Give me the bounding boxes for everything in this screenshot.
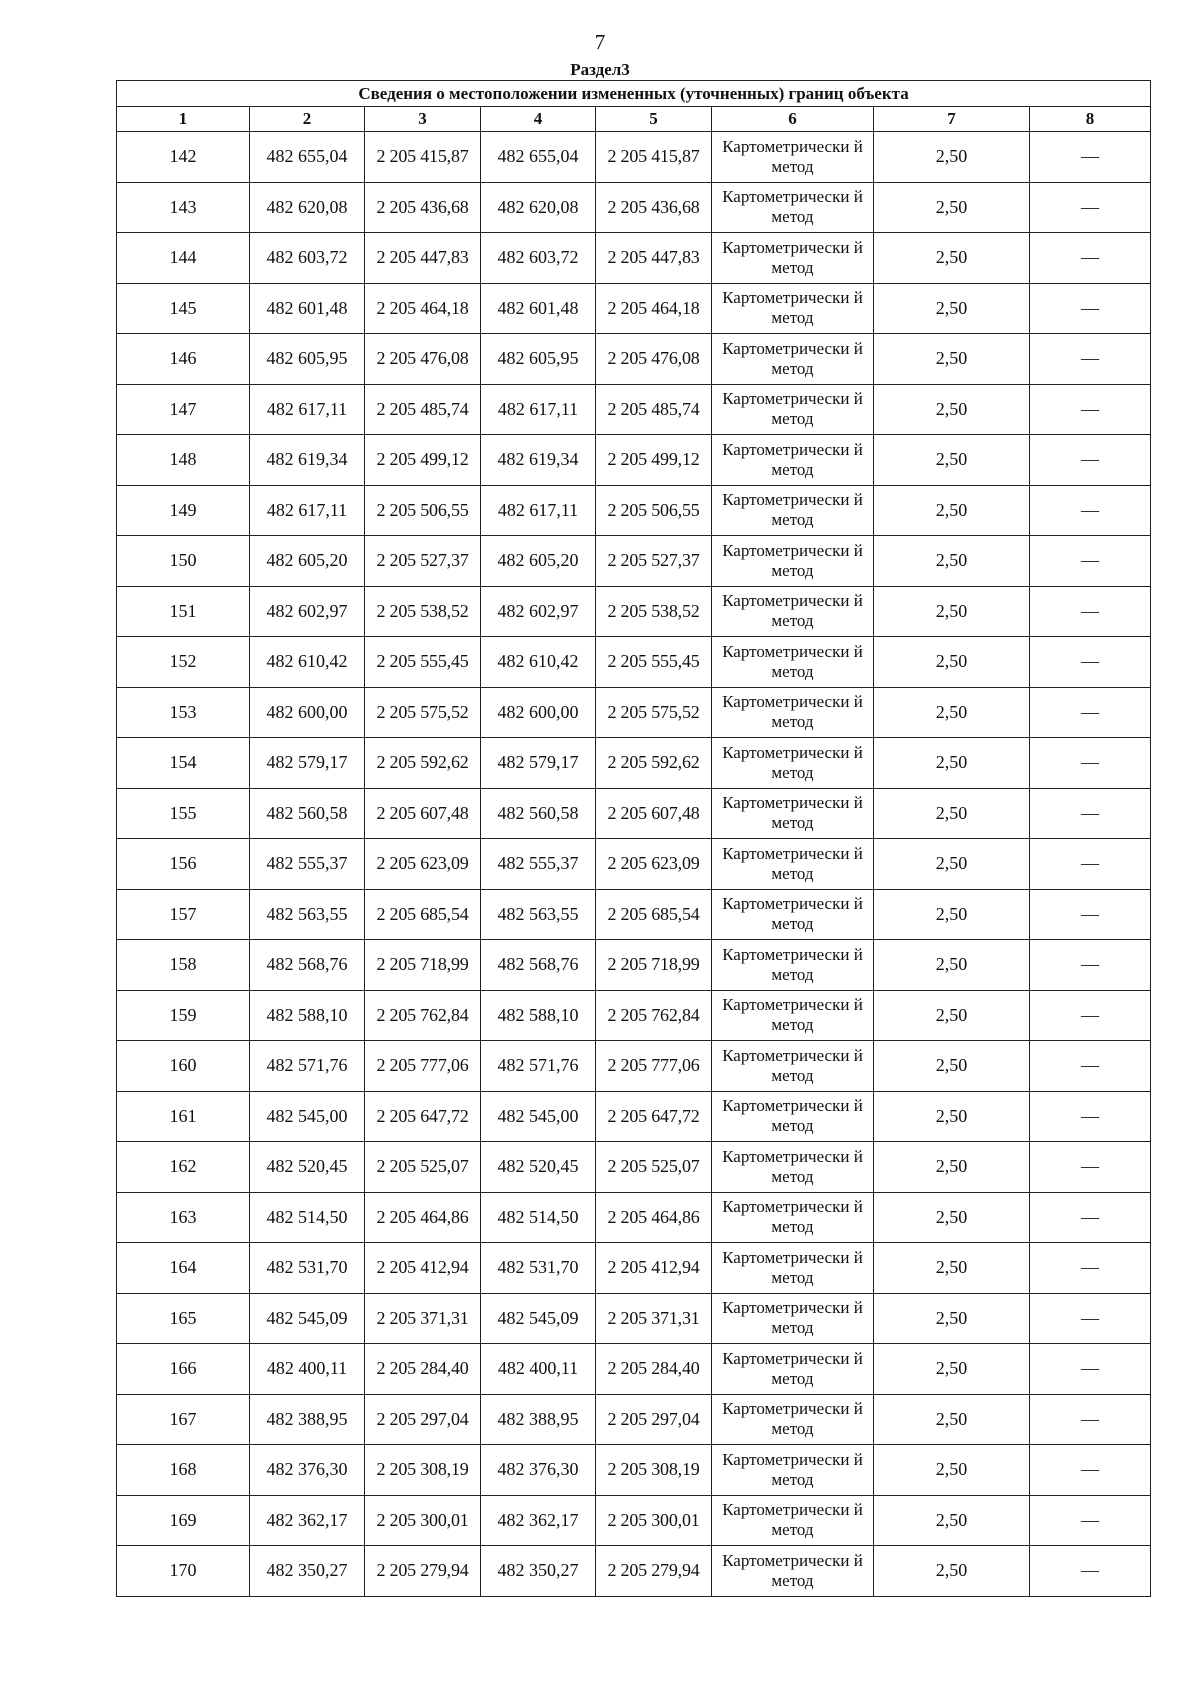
table-cell-col-7: 2,50 [874, 536, 1030, 587]
table-cell-col-4: 482 617,11 [481, 384, 596, 435]
table-cell-col-7: 2,50 [874, 182, 1030, 233]
table-cell-col-2: 482 545,09 [250, 1293, 365, 1344]
table-row [117, 233, 1151, 284]
table-row [117, 1041, 1151, 1092]
table-cell-col-8: — [1030, 1495, 1151, 1546]
table-cell-col-2: 482 400,11 [250, 1344, 365, 1395]
table-row [117, 738, 1151, 789]
table-cell-col-8: — [1030, 889, 1151, 940]
table-cell-col-7: 2,50 [874, 687, 1030, 738]
table-cell-col-2: 482 603,72 [250, 233, 365, 284]
table-cell-col-3: 2 205 308,19 [365, 1445, 481, 1496]
table-cell-col-2: 482 520,45 [250, 1142, 365, 1193]
table-row [117, 1293, 1151, 1344]
table-cell-col-8: — [1030, 1192, 1151, 1243]
table-cell-col-2: 482 388,95 [250, 1394, 365, 1445]
table-cell-col-8: — [1030, 839, 1151, 890]
table-cell-col-3: 2 205 718,99 [365, 940, 481, 991]
table-cell-col-3: 2 205 607,48 [365, 788, 481, 839]
table-cell-col-2: 482 579,17 [250, 738, 365, 789]
table-cell-col-5: 2 205 647,72 [596, 1091, 712, 1142]
table-cell-col-4: 482 601,48 [481, 283, 596, 334]
table-cell-col-5: 2 205 464,18 [596, 283, 712, 334]
table-cell-col-5: 2 205 412,94 [596, 1243, 712, 1294]
table-cell-col-6: Картометрически й метод [712, 637, 874, 688]
table-row [117, 586, 1151, 637]
table-row [117, 132, 1151, 183]
table-cell-col-4: 482 520,45 [481, 1142, 596, 1193]
table-cell-col-8: — [1030, 182, 1151, 233]
table-cell-col-1: 164 [117, 1243, 250, 1294]
column-number-8: 8 [1030, 107, 1151, 132]
table-cell-col-5: 2 205 506,55 [596, 485, 712, 536]
column-number-row [117, 107, 1151, 132]
table-row [117, 182, 1151, 233]
table-cell-col-7: 2,50 [874, 1192, 1030, 1243]
table-cell-col-4: 482 619,34 [481, 435, 596, 486]
table-cell-col-4: 482 362,17 [481, 1495, 596, 1546]
table-cell-col-5: 2 205 575,52 [596, 687, 712, 738]
table-cell-col-2: 482 531,70 [250, 1243, 365, 1294]
table-cell-col-1: 163 [117, 1192, 250, 1243]
table-cell-col-2: 482 610,42 [250, 637, 365, 688]
table-cell-col-5: 2 205 476,08 [596, 334, 712, 385]
table-cell-col-8: — [1030, 536, 1151, 587]
table-cell-col-6: Картометрически й метод [712, 586, 874, 637]
table-cell-col-2: 482 555,37 [250, 839, 365, 890]
table-cell-col-8: — [1030, 1546, 1151, 1597]
table-cell-col-8: — [1030, 1243, 1151, 1294]
table-cell-col-5: 2 205 415,87 [596, 132, 712, 183]
table-cell-col-6: Картометрически й метод [712, 536, 874, 587]
table-cell-col-3: 2 205 525,07 [365, 1142, 481, 1193]
table-cell-col-1: 158 [117, 940, 250, 991]
table-row [117, 1192, 1151, 1243]
table-cell-col-7: 2,50 [874, 940, 1030, 991]
table-cell-col-2: 482 605,95 [250, 334, 365, 385]
table-cell-col-7: 2,50 [874, 485, 1030, 536]
table-cell-col-7: 2,50 [874, 889, 1030, 940]
table-cell-col-7: 2,50 [874, 586, 1030, 637]
table-cell-col-6: Картометрически й метод [712, 1445, 874, 1496]
table-cell-col-1: 147 [117, 384, 250, 435]
table-cell-col-4: 482 600,00 [481, 687, 596, 738]
table-cell-col-5: 2 205 555,45 [596, 637, 712, 688]
table-cell-col-6: Картометрически й метод [712, 889, 874, 940]
table-row [117, 1091, 1151, 1142]
table-row [117, 1344, 1151, 1395]
table-cell-col-7: 2,50 [874, 334, 1030, 385]
table-cell-col-8: — [1030, 283, 1151, 334]
table-cell-col-4: 482 617,11 [481, 485, 596, 536]
table-cell-col-5: 2 205 762,84 [596, 990, 712, 1041]
table-cell-col-4: 482 610,42 [481, 637, 596, 688]
table-row [117, 485, 1151, 536]
table-cell-col-8: — [1030, 788, 1151, 839]
table-cell-col-1: 170 [117, 1546, 250, 1597]
table-cell-col-2: 482 655,04 [250, 132, 365, 183]
table-cell-col-3: 2 205 506,55 [365, 485, 481, 536]
table-cell-col-5: 2 205 436,68 [596, 182, 712, 233]
table-cell-col-6: Картометрически й метод [712, 687, 874, 738]
table-cell-col-8: — [1030, 1142, 1151, 1193]
table-cell-col-8: — [1030, 586, 1151, 637]
table-cell-col-6: Картометрически й метод [712, 738, 874, 789]
table-cell-col-3: 2 205 284,40 [365, 1344, 481, 1395]
table-cell-col-4: 482 605,20 [481, 536, 596, 587]
table-cell-col-1: 159 [117, 990, 250, 1041]
table-caption: Сведения о местоположении измененных (уточненных) границ объекта [117, 81, 1151, 107]
table-cell-col-8: — [1030, 1293, 1151, 1344]
table-row [117, 687, 1151, 738]
column-number-7: 7 [874, 107, 1030, 132]
table-cell-col-5: 2 205 592,62 [596, 738, 712, 789]
table-cell-col-4: 482 350,27 [481, 1546, 596, 1597]
table-cell-col-4: 482 531,70 [481, 1243, 596, 1294]
table-cell-col-6: Картометрически й метод [712, 435, 874, 486]
table-cell-col-5: 2 205 371,31 [596, 1293, 712, 1344]
table-row [117, 940, 1151, 991]
table-cell-col-6: Картометрически й метод [712, 839, 874, 890]
table-cell-col-4: 482 571,76 [481, 1041, 596, 1092]
table-cell-col-1: 153 [117, 687, 250, 738]
table-cell-col-4: 482 588,10 [481, 990, 596, 1041]
table-cell-col-5: 2 205 485,74 [596, 384, 712, 435]
table-cell-col-1: 167 [117, 1394, 250, 1445]
table-cell-col-4: 482 545,09 [481, 1293, 596, 1344]
table-cell-col-7: 2,50 [874, 1293, 1030, 1344]
table-cell-col-6: Картометрически й метод [712, 182, 874, 233]
table-cell-col-5: 2 205 447,83 [596, 233, 712, 284]
table-cell-col-5: 2 205 525,07 [596, 1142, 712, 1193]
table-cell-col-8: — [1030, 1445, 1151, 1496]
table-cell-col-6: Картометрически й метод [712, 233, 874, 284]
table-cell-col-2: 482 588,10 [250, 990, 365, 1041]
table-cell-col-6: Картометрически й метод [712, 940, 874, 991]
table-cell-col-3: 2 205 464,18 [365, 283, 481, 334]
table-cell-col-6: Картометрически й метод [712, 1344, 874, 1395]
table-cell-col-5: 2 205 623,09 [596, 839, 712, 890]
table-cell-col-7: 2,50 [874, 1243, 1030, 1294]
table-cell-col-5: 2 205 499,12 [596, 435, 712, 486]
table-cell-col-1: 160 [117, 1041, 250, 1092]
table-cell-col-2: 482 376,30 [250, 1445, 365, 1496]
table-cell-col-6: Картометрически й метод [712, 1142, 874, 1193]
table-cell-col-3: 2 205 592,62 [365, 738, 481, 789]
table-cell-col-6: Картометрически й метод [712, 283, 874, 334]
table-cell-col-7: 2,50 [874, 1445, 1030, 1496]
table-cell-col-4: 482 545,00 [481, 1091, 596, 1142]
table-cell-col-3: 2 205 485,74 [365, 384, 481, 435]
table-cell-col-4: 482 568,76 [481, 940, 596, 991]
table-cell-col-8: — [1030, 687, 1151, 738]
table-cell-col-1: 154 [117, 738, 250, 789]
table-caption-row [117, 81, 1151, 107]
table-cell-col-2: 482 350,27 [250, 1546, 365, 1597]
table-cell-col-2: 482 620,08 [250, 182, 365, 233]
table-cell-col-5: 2 205 685,54 [596, 889, 712, 940]
table-cell-col-6: Картометрически й метод [712, 1394, 874, 1445]
table-cell-col-3: 2 205 279,94 [365, 1546, 481, 1597]
table-cell-col-7: 2,50 [874, 1344, 1030, 1395]
table-cell-col-7: 2,50 [874, 233, 1030, 284]
table-cell-col-3: 2 205 538,52 [365, 586, 481, 637]
table-body [117, 132, 1151, 1597]
table-cell-col-8: — [1030, 1344, 1151, 1395]
table-cell-col-2: 482 545,00 [250, 1091, 365, 1142]
table-cell-col-4: 482 514,50 [481, 1192, 596, 1243]
table-row [117, 788, 1151, 839]
column-number-6: 6 [712, 107, 874, 132]
table-cell-col-1: 168 [117, 1445, 250, 1496]
table-row [117, 283, 1151, 334]
table-cell-col-1: 165 [117, 1293, 250, 1344]
table-cell-col-1: 143 [117, 182, 250, 233]
table-cell-col-7: 2,50 [874, 1041, 1030, 1092]
table-cell-col-3: 2 205 300,01 [365, 1495, 481, 1546]
table-cell-col-3: 2 205 447,83 [365, 233, 481, 284]
table-cell-col-4: 482 560,58 [481, 788, 596, 839]
column-number-5: 5 [596, 107, 712, 132]
table-cell-col-7: 2,50 [874, 1495, 1030, 1546]
table-cell-col-2: 482 560,58 [250, 788, 365, 839]
table-cell-col-4: 482 605,95 [481, 334, 596, 385]
table-cell-col-8: — [1030, 485, 1151, 536]
table-cell-col-5: 2 205 297,04 [596, 1394, 712, 1445]
table-cell-col-1: 145 [117, 283, 250, 334]
table-cell-col-5: 2 205 538,52 [596, 586, 712, 637]
table-cell-col-1: 151 [117, 586, 250, 637]
column-number-4: 4 [481, 107, 596, 132]
table-cell-col-6: Картометрически й метод [712, 1091, 874, 1142]
column-number-1: 1 [117, 107, 250, 132]
table-cell-col-6: Картометрически й метод [712, 1192, 874, 1243]
table-cell-col-2: 482 605,20 [250, 536, 365, 587]
table-cell-col-6: Картометрически й метод [712, 788, 874, 839]
table-cell-col-6: Картометрически й метод [712, 485, 874, 536]
table-cell-col-8: — [1030, 1394, 1151, 1445]
table-cell-col-6: Картометрически й метод [712, 334, 874, 385]
table-cell-col-3: 2 205 499,12 [365, 435, 481, 486]
table-cell-col-3: 2 205 762,84 [365, 990, 481, 1041]
table-row [117, 990, 1151, 1041]
table-cell-col-3: 2 205 415,87 [365, 132, 481, 183]
table-cell-col-6: Картометрически й метод [712, 1243, 874, 1294]
table-cell-col-2: 482 602,97 [250, 586, 365, 637]
table-cell-col-4: 482 655,04 [481, 132, 596, 183]
table-cell-col-4: 482 602,97 [481, 586, 596, 637]
table-cell-col-8: — [1030, 990, 1151, 1041]
table-cell-col-6: Картометрически й метод [712, 1293, 874, 1344]
table-cell-col-1: 157 [117, 889, 250, 940]
table-cell-col-8: — [1030, 334, 1151, 385]
table-cell-col-2: 482 514,50 [250, 1192, 365, 1243]
table-cell-col-5: 2 205 279,94 [596, 1546, 712, 1597]
table-cell-col-8: — [1030, 738, 1151, 789]
table-cell-col-7: 2,50 [874, 384, 1030, 435]
table-cell-col-8: — [1030, 940, 1151, 991]
table-cell-col-1: 162 [117, 1142, 250, 1193]
table-cell-col-3: 2 205 371,31 [365, 1293, 481, 1344]
table-cell-col-5: 2 205 464,86 [596, 1192, 712, 1243]
table-cell-col-2: 482 568,76 [250, 940, 365, 991]
table-row [117, 1495, 1151, 1546]
table-cell-col-7: 2,50 [874, 738, 1030, 789]
table-cell-col-4: 482 603,72 [481, 233, 596, 284]
table-cell-col-1: 161 [117, 1091, 250, 1142]
table-cell-col-3: 2 205 464,86 [365, 1192, 481, 1243]
table-cell-col-4: 482 620,08 [481, 182, 596, 233]
table-row [117, 839, 1151, 890]
table-cell-col-3: 2 205 476,08 [365, 334, 481, 385]
table-row [117, 889, 1151, 940]
table-cell-col-3: 2 205 647,72 [365, 1091, 481, 1142]
table-cell-col-3: 2 205 527,37 [365, 536, 481, 587]
table-cell-col-7: 2,50 [874, 990, 1030, 1041]
table-row [117, 435, 1151, 486]
table-cell-col-7: 2,50 [874, 1091, 1030, 1142]
table-cell-col-2: 482 563,55 [250, 889, 365, 940]
table-cell-col-7: 2,50 [874, 435, 1030, 486]
table-cell-col-1: 169 [117, 1495, 250, 1546]
table-cell-col-8: — [1030, 1041, 1151, 1092]
table-cell-col-2: 482 617,11 [250, 485, 365, 536]
table-cell-col-2: 482 619,34 [250, 435, 365, 486]
table-cell-col-4: 482 579,17 [481, 738, 596, 789]
table-row [117, 637, 1151, 688]
table-cell-col-4: 482 400,11 [481, 1344, 596, 1395]
section-title: Раздел3 [570, 60, 630, 79]
table-cell-col-6: Картометрически й метод [712, 1495, 874, 1546]
table-cell-col-5: 2 205 607,48 [596, 788, 712, 839]
table-cell-col-5: 2 205 777,06 [596, 1041, 712, 1092]
table-cell-col-8: — [1030, 233, 1151, 284]
table-cell-col-7: 2,50 [874, 788, 1030, 839]
table-row [117, 1546, 1151, 1597]
column-number-3: 3 [365, 107, 481, 132]
table-cell-col-1: 155 [117, 788, 250, 839]
table-cell-col-8: — [1030, 132, 1151, 183]
table-cell-col-1: 150 [117, 536, 250, 587]
table-cell-col-5: 2 205 718,99 [596, 940, 712, 991]
table-cell-col-8: — [1030, 1091, 1151, 1142]
table-cell-col-7: 2,50 [874, 132, 1030, 183]
table-cell-col-1: 166 [117, 1344, 250, 1395]
table-cell-col-4: 482 376,30 [481, 1445, 596, 1496]
table-cell-col-7: 2,50 [874, 839, 1030, 890]
table-cell-col-6: Картометрически й метод [712, 1041, 874, 1092]
table-cell-col-7: 2,50 [874, 283, 1030, 334]
table-cell-col-6: Картометрически й метод [712, 1546, 874, 1597]
column-number-2: 2 [250, 107, 365, 132]
table-cell-col-3: 2 205 685,54 [365, 889, 481, 940]
table-cell-col-8: — [1030, 435, 1151, 486]
table-cell-col-7: 2,50 [874, 1142, 1030, 1193]
table-cell-col-1: 152 [117, 637, 250, 688]
table-cell-col-3: 2 205 412,94 [365, 1243, 481, 1294]
table-cell-col-3: 2 205 777,06 [365, 1041, 481, 1092]
table-cell-col-3: 2 205 436,68 [365, 182, 481, 233]
table-row [117, 1394, 1151, 1445]
table-cell-col-5: 2 205 527,37 [596, 536, 712, 587]
table-cell-col-3: 2 205 297,04 [365, 1394, 481, 1445]
table-cell-col-5: 2 205 284,40 [596, 1344, 712, 1395]
table-cell-col-1: 142 [117, 132, 250, 183]
table-cell-col-1: 156 [117, 839, 250, 890]
boundary-coordinates-table [116, 80, 1151, 1597]
table-cell-col-7: 2,50 [874, 1394, 1030, 1445]
table-cell-col-1: 149 [117, 485, 250, 536]
table-cell-col-1: 144 [117, 233, 250, 284]
page-number: 7 [594, 30, 606, 54]
table-row [117, 1243, 1151, 1294]
table-cell-col-2: 482 600,00 [250, 687, 365, 738]
table-cell-col-2: 482 601,48 [250, 283, 365, 334]
table-row [117, 536, 1151, 587]
table-cell-col-2: 482 617,11 [250, 384, 365, 435]
table-cell-col-4: 482 555,37 [481, 839, 596, 890]
table-row [117, 384, 1151, 435]
table-cell-col-5: 2 205 308,19 [596, 1445, 712, 1496]
table-cell-col-2: 482 362,17 [250, 1495, 365, 1546]
table-cell-col-3: 2 205 575,52 [365, 687, 481, 738]
table-cell-col-4: 482 388,95 [481, 1394, 596, 1445]
table-cell-col-3: 2 205 555,45 [365, 637, 481, 688]
table-cell-col-6: Картометрически й метод [712, 384, 874, 435]
table-cell-col-1: 146 [117, 334, 250, 385]
table-row [117, 1142, 1151, 1193]
table-cell-col-7: 2,50 [874, 1546, 1030, 1597]
table-cell-col-2: 482 571,76 [250, 1041, 365, 1092]
table-cell-col-6: Картометрически й метод [712, 132, 874, 183]
table-row [117, 334, 1151, 385]
table-cell-col-5: 2 205 300,01 [596, 1495, 712, 1546]
table-cell-col-1: 148 [117, 435, 250, 486]
table-cell-col-6: Картометрически й метод [712, 990, 874, 1041]
table-row [117, 1445, 1151, 1496]
table-cell-col-4: 482 563,55 [481, 889, 596, 940]
table-cell-col-8: — [1030, 637, 1151, 688]
table-cell-col-3: 2 205 623,09 [365, 839, 481, 890]
table-cell-col-7: 2,50 [874, 637, 1030, 688]
table-cell-col-8: — [1030, 384, 1151, 435]
